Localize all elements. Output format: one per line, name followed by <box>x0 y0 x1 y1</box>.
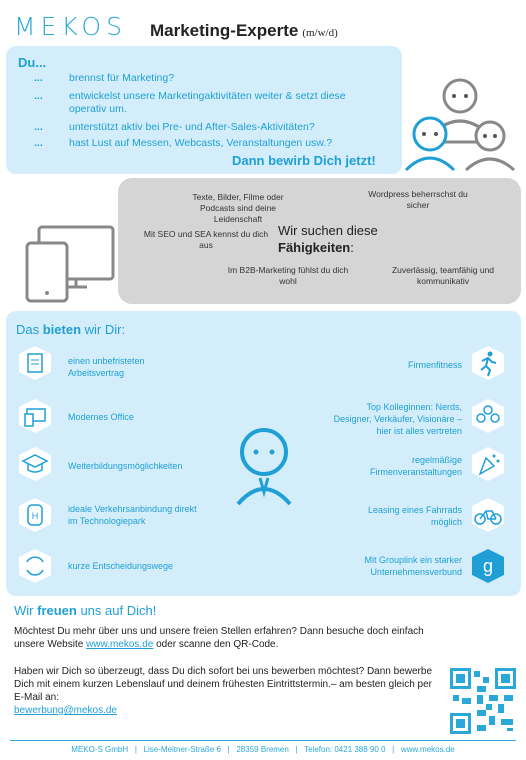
graduation-cap-icon <box>17 446 53 482</box>
person-icon <box>232 426 296 506</box>
people-group-icon <box>402 72 520 172</box>
skills-heading: Wir suchen diese Fähigkeiten: <box>278 223 378 255</box>
skill-item: Texte, Bilder, Filme oder Podcasts sind deine Leidenschaft <box>192 192 284 224</box>
offer-item-right: Leasing eines Fahrrads möglich <box>367 505 462 527</box>
skill-item: Mit SEO und SEA kennst du dich aus <box>143 229 269 250</box>
team-icon <box>470 398 506 434</box>
contract-icon <box>17 345 53 381</box>
job-title: Marketing-Experte (m/w/d) <box>150 21 338 40</box>
apply-cta: Dann bewirb Dich jetzt! <box>232 153 376 168</box>
closing-paragraph-2: Haben wir Dich so überzeugt, dass Du dich sofort bei uns bewerben möchtest? Dann bewerbe Dich mit einem kurzen Lebenslauf und deinem frühesten Eintrittstermin.– am besten gleich per E-Mail an: bewerbung@mekos.de <box>14 666 433 716</box>
closing-paragraph-1: Möchtest Du mehr über uns und unsere freien Stellen erfahren? Dann besuche doch einfach unsere Website www.mekos.de oder scanne den QR-Code. <box>14 626 424 650</box>
decision-cycle-icon <box>17 548 53 584</box>
skill-item: Im B2B-Marketing fühlst du dich wohl <box>227 265 349 286</box>
svg-text:H: H <box>31 511 39 521</box>
skill-item: Zuverlässig, teamfähig und kommunikativ <box>391 265 495 286</box>
offer-item-right: Top Kolleginnen: Nerds, Designer, Verkäufer, Visionäre – hier ist alles vertreten <box>333 402 462 436</box>
offer-item-right: Mit Grouplink ein starker Unternehmensverbund <box>364 555 462 577</box>
svg-text:g: g <box>482 556 494 576</box>
tram-icon <box>17 497 53 533</box>
offer-item-left: kurze Entscheidungswege <box>68 561 174 571</box>
closing-heading: Wir freuen uns auf Dich! <box>14 603 157 618</box>
devices-icon <box>25 225 115 303</box>
runner-icon <box>470 345 506 381</box>
email-link[interactable]: bewerbung@mekos.de <box>14 705 117 716</box>
bicycle-icon <box>470 497 506 533</box>
du-heading: Du... <box>18 55 47 70</box>
offer-item-left: einen unbefristeten Arbeitsvertrag <box>68 356 145 378</box>
skill-item: Wordpress beherrschst du sicher <box>368 189 468 210</box>
offer-item-left: Weiterbildungsmöglichkeiten <box>68 461 183 471</box>
brand-logo: MEKOS <box>14 12 127 41</box>
website-link[interactable]: www.mekos.de <box>86 639 154 650</box>
offer-item-right: Firmenfitness <box>407 360 462 370</box>
qr-code-icon <box>450 668 516 734</box>
office-devices-icon <box>17 398 53 434</box>
footer-divider <box>10 740 516 741</box>
footer: MEKO-S GmbH | Lise-Meitner-Straße 6 | 28359 Bremen | Telefon: 0421 388 90 0 | www.mekos.de <box>71 745 455 754</box>
offer-item-right: regelmäßige Firmenveranstaltungen <box>369 455 462 477</box>
offer-item-left: Modernes Office <box>68 412 134 422</box>
party-icon <box>470 446 506 482</box>
offer-heading: Das bieten wir Dir: <box>16 322 126 337</box>
grouplink-logo-icon <box>470 548 506 584</box>
offer-item-left: ideale Verkehrsanbindung direkt im Technologiepark <box>68 504 197 526</box>
